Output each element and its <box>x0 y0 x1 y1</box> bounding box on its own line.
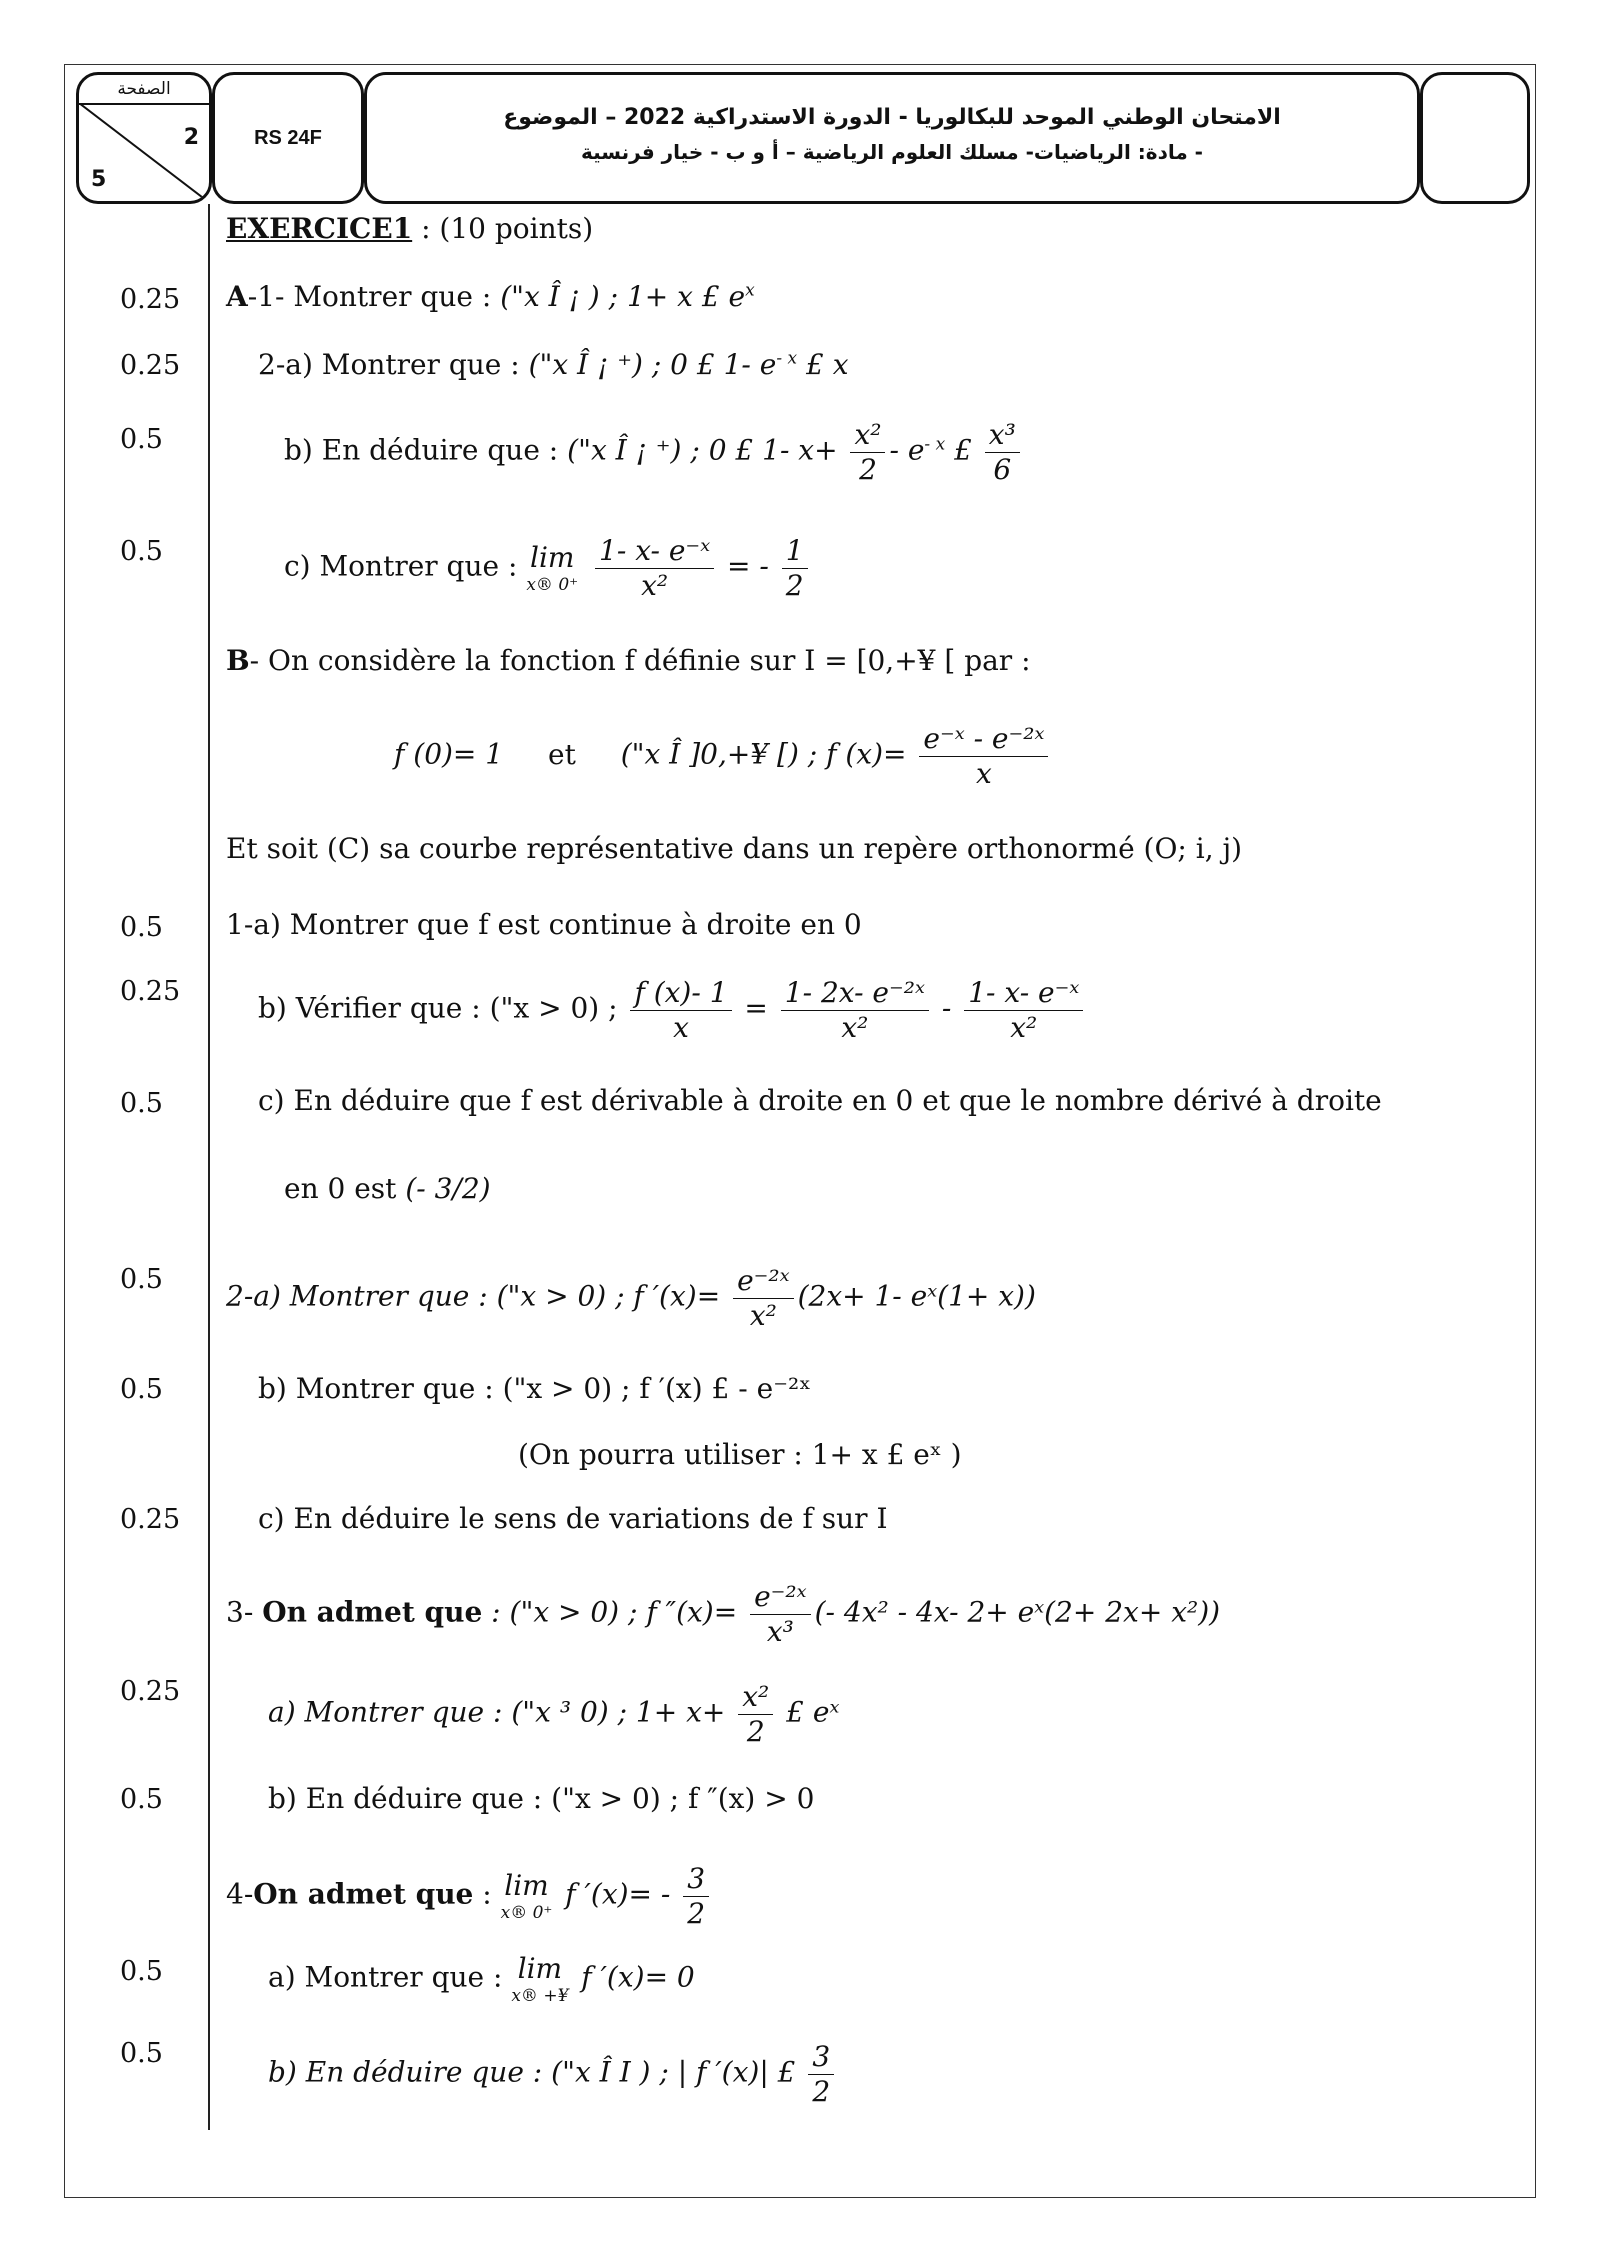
frac-den: 2 <box>812 2074 831 2108</box>
question-B3a-tail: £ eˣ <box>777 1695 840 1729</box>
part-B-intro <box>226 644 1031 678</box>
question-A2c-eq: = - <box>718 549 778 583</box>
points-B3a: 0.25 <box>120 1676 181 1707</box>
lim-word: lim <box>504 1869 549 1903</box>
frac-den: x <box>673 1010 689 1044</box>
question-B1b-frac3 <box>964 976 1083 1044</box>
page-number-box <box>76 72 212 204</box>
question-A1 <box>226 280 755 314</box>
question-B1b-minus: - <box>932 991 961 1025</box>
points-B4b: 0.5 <box>120 2038 163 2069</box>
frac-num: x² <box>850 418 885 453</box>
frac-den: 2 <box>746 1714 765 1748</box>
frac-num: 1- 2x- e⁻²ˣ <box>781 976 929 1011</box>
def-fx: ("x Î ]0,+¥ [) ; f (x)= <box>620 737 916 771</box>
points-A1: 0.25 <box>120 284 181 315</box>
frac-num: x² <box>738 1680 773 1715</box>
points-B1a: 0.5 <box>120 912 163 943</box>
question-B1b-eq: = <box>735 991 777 1025</box>
limit-A2c <box>526 541 578 595</box>
question-B4-frac <box>683 1862 709 1930</box>
exercise-title <box>226 212 593 245</box>
points-B2b: 0.5 <box>120 1374 163 1405</box>
frac-den: x <box>976 756 992 790</box>
question-B1b-text: b) Vérifier que : ("x > 0) ; <box>258 991 627 1025</box>
frac-den: 2 <box>687 1896 706 1930</box>
question-B1c-cont <box>284 1172 491 1206</box>
question-B2a-frac <box>733 1264 794 1332</box>
part-B-label: B <box>226 644 250 677</box>
page-current: 2 <box>183 125 199 150</box>
question-B3-bold: On admet que <box>262 1595 483 1629</box>
def-frac <box>919 722 1048 790</box>
question-B4-bold: On admet que <box>253 1877 474 1911</box>
part-A-label: A <box>226 280 248 313</box>
question-B1b <box>258 976 1087 1044</box>
def-et: et <box>548 737 576 771</box>
question-A2c-frac2 <box>782 534 808 602</box>
question-B3-text: : ("x > 0) ; f ″(x)= <box>482 1595 747 1629</box>
frac-num: e⁻²ˣ <box>733 1264 794 1299</box>
question-B3a <box>268 1680 839 1748</box>
question-A2a <box>258 348 849 382</box>
question-B1c-value: (- 3/2) <box>405 1172 491 1205</box>
question-B1a: 1-a) Montrer que f est continue à droite en 0 <box>226 908 862 941</box>
frac-den: x³ <box>766 1614 794 1648</box>
question-B3a-text: a) Montrer que : ("x ³ 0) ; 1+ x+ <box>268 1695 735 1729</box>
frac-num: 1- x- e⁻ˣ <box>964 976 1083 1011</box>
question-A1-sup: x <box>745 280 755 301</box>
question-A2b-frac1 <box>850 418 885 486</box>
question-B2b-hint: (On pourra utiliser : 1+ x £ eˣ ) <box>518 1438 962 1471</box>
points-B1c: 0.5 <box>120 1088 163 1119</box>
question-A2a-math: ("x Î ¡ ⁺) ; 0 £ 1- e <box>528 348 777 381</box>
question-A1-math: ("x Î ¡ ) ; 1+ x £ e <box>500 280 746 313</box>
question-A2c <box>284 534 812 602</box>
exam-title-line1: الامتحان الوطني الموحد للبكالوريا - الدورة الاستدراكية 2022 – الموضوع <box>503 105 1281 130</box>
question-A2b-mid: - e <box>889 433 925 467</box>
points-B3b: 0.5 <box>120 1784 163 1815</box>
frac-num: 1 <box>782 534 808 569</box>
part-B-text: - On considère la fonction f définie sur I = [0,+¥ [ par : <box>249 644 1031 677</box>
question-B4-label: 4- <box>226 1877 254 1911</box>
frac-num: 3 <box>683 1862 709 1897</box>
question-B1c: c) En déduire que f est dérivable à droite en 0 et que le nombre dérivé à droite <box>258 1084 1382 1117</box>
question-A2a-tail: £ x <box>797 348 849 381</box>
frac-den: 6 <box>993 452 1012 486</box>
exercise-points: : (10 points) <box>412 212 594 245</box>
frac-den: x² <box>749 1298 777 1332</box>
lim-word: lim <box>529 541 575 575</box>
question-B3-label: 3- <box>226 1595 263 1629</box>
question-B2c: c) En déduire le sens de variations de f sur I <box>258 1502 888 1535</box>
question-B4b-text: b) En déduire que : ("x Î I ) ; | f ′(x)| £ <box>268 2055 805 2089</box>
question-A2b-math: ("x Î ¡ ⁺) ; 0 £ 1- x+ <box>567 433 838 467</box>
exam-title-box <box>364 72 1420 204</box>
question-B2b: b) Montrer que : ("x > 0) ; f ′(x) £ - e⁻²ˣ <box>258 1372 812 1405</box>
question-B3 <box>226 1580 1220 1648</box>
question-B3a-frac <box>738 1680 773 1748</box>
frac-num: 3 <box>808 2040 834 2075</box>
question-A2b <box>284 418 1024 486</box>
exam-title-line2: - مادة: الرياضيات- مسلك العلوم الرياضية – أ و ب - خيار فرنسية <box>580 140 1203 164</box>
lim-sub: x® 0⁺ <box>500 1902 553 1923</box>
exercise-title-text: EXERCICE1 <box>226 212 413 245</box>
frac-den: x² <box>841 1010 869 1044</box>
frac-den: x² <box>1010 1010 1038 1044</box>
question-B3-tail: (- 4x² - 4x- 2+ eˣ(2+ 2x+ x²)) <box>814 1595 1221 1629</box>
question-A2b-text: b) En déduire que : <box>284 433 568 467</box>
question-A2a-text: 2-a) Montrer que : <box>258 348 529 381</box>
frac-den: 2 <box>859 452 877 486</box>
question-B4a-text: a) Montrer que : <box>268 1960 512 1994</box>
question-A2c-text: c) Montrer que : <box>284 549 527 583</box>
points-B2a: 0.5 <box>120 1264 163 1295</box>
points-B2c: 0.25 <box>120 1504 181 1535</box>
frac-num: e⁻ˣ - e⁻²ˣ <box>919 722 1048 757</box>
page-total: 5 <box>91 167 107 192</box>
question-B3-frac <box>750 1580 811 1648</box>
frac-num: x³ <box>985 418 1020 453</box>
question-B2a <box>226 1264 1036 1332</box>
question-B1b-frac2 <box>781 976 929 1044</box>
question-B4a-tail: f ′(x)= 0 <box>572 1960 695 1994</box>
frac-num: 1- x- e⁻ˣ <box>595 534 714 569</box>
lim-sub: x® +¥ <box>511 1985 569 2006</box>
points-B1b: 0.25 <box>120 976 181 1007</box>
question-B4-text: : <box>473 1877 501 1911</box>
question-A2a-sup: - x <box>776 348 798 369</box>
frac-den: 2 <box>785 568 804 602</box>
lim-sub: x® 0⁺ <box>526 574 579 595</box>
question-B2a-tail: (2x+ 1- eˣ(1+ x)) <box>797 1279 1036 1313</box>
question-B1c-text2: en 0 est <box>284 1172 406 1205</box>
blank-box <box>1420 72 1530 204</box>
question-A2b-frac2 <box>985 418 1020 486</box>
exam-code: RS 24F <box>254 126 322 149</box>
margin-rule <box>208 204 210 2130</box>
question-A1-text: -1- Montrer que : <box>247 280 501 313</box>
question-B4-mid: f ′(x)= - <box>556 1877 680 1911</box>
frac-num: f (x)- 1 <box>630 976 731 1011</box>
def-f0: f (0)= 1 <box>394 737 504 771</box>
lim-word: lim <box>517 1952 563 1985</box>
exam-code-box <box>212 72 364 204</box>
limit-B4a <box>511 1952 568 2006</box>
question-B3b: b) En déduire que : ("x > 0) ; f ″(x) > 0 <box>268 1782 815 1815</box>
function-definition <box>394 722 1052 790</box>
page-label: الصفحة <box>79 75 209 105</box>
points-A2b: 0.5 <box>120 424 163 455</box>
question-B1b-frac1 <box>630 976 731 1044</box>
points-A2c: 0.5 <box>120 536 163 567</box>
question-A2b-mid2: £ <box>945 433 981 467</box>
frac-den: x² <box>641 568 669 602</box>
points-A2a: 0.25 <box>120 350 181 381</box>
question-B4 <box>226 1862 713 1930</box>
question-B4b <box>268 2040 838 2108</box>
question-B4a <box>268 1952 695 2006</box>
points-B4a: 0.5 <box>120 1956 163 1987</box>
curve-sentence: Et soit (C) sa courbe représentative dans un repère orthonormé (O; i, j) <box>226 832 1243 865</box>
limit-B4 <box>501 1869 553 1923</box>
frac-num: e⁻²ˣ <box>750 1580 811 1615</box>
question-B2a-text: 2-a) Montrer que : ("x > 0) ; f ′(x)= <box>226 1279 730 1313</box>
question-B4b-frac <box>808 2040 834 2108</box>
question-A2b-sup: - x <box>924 434 946 455</box>
question-A2c-frac <box>595 534 714 602</box>
